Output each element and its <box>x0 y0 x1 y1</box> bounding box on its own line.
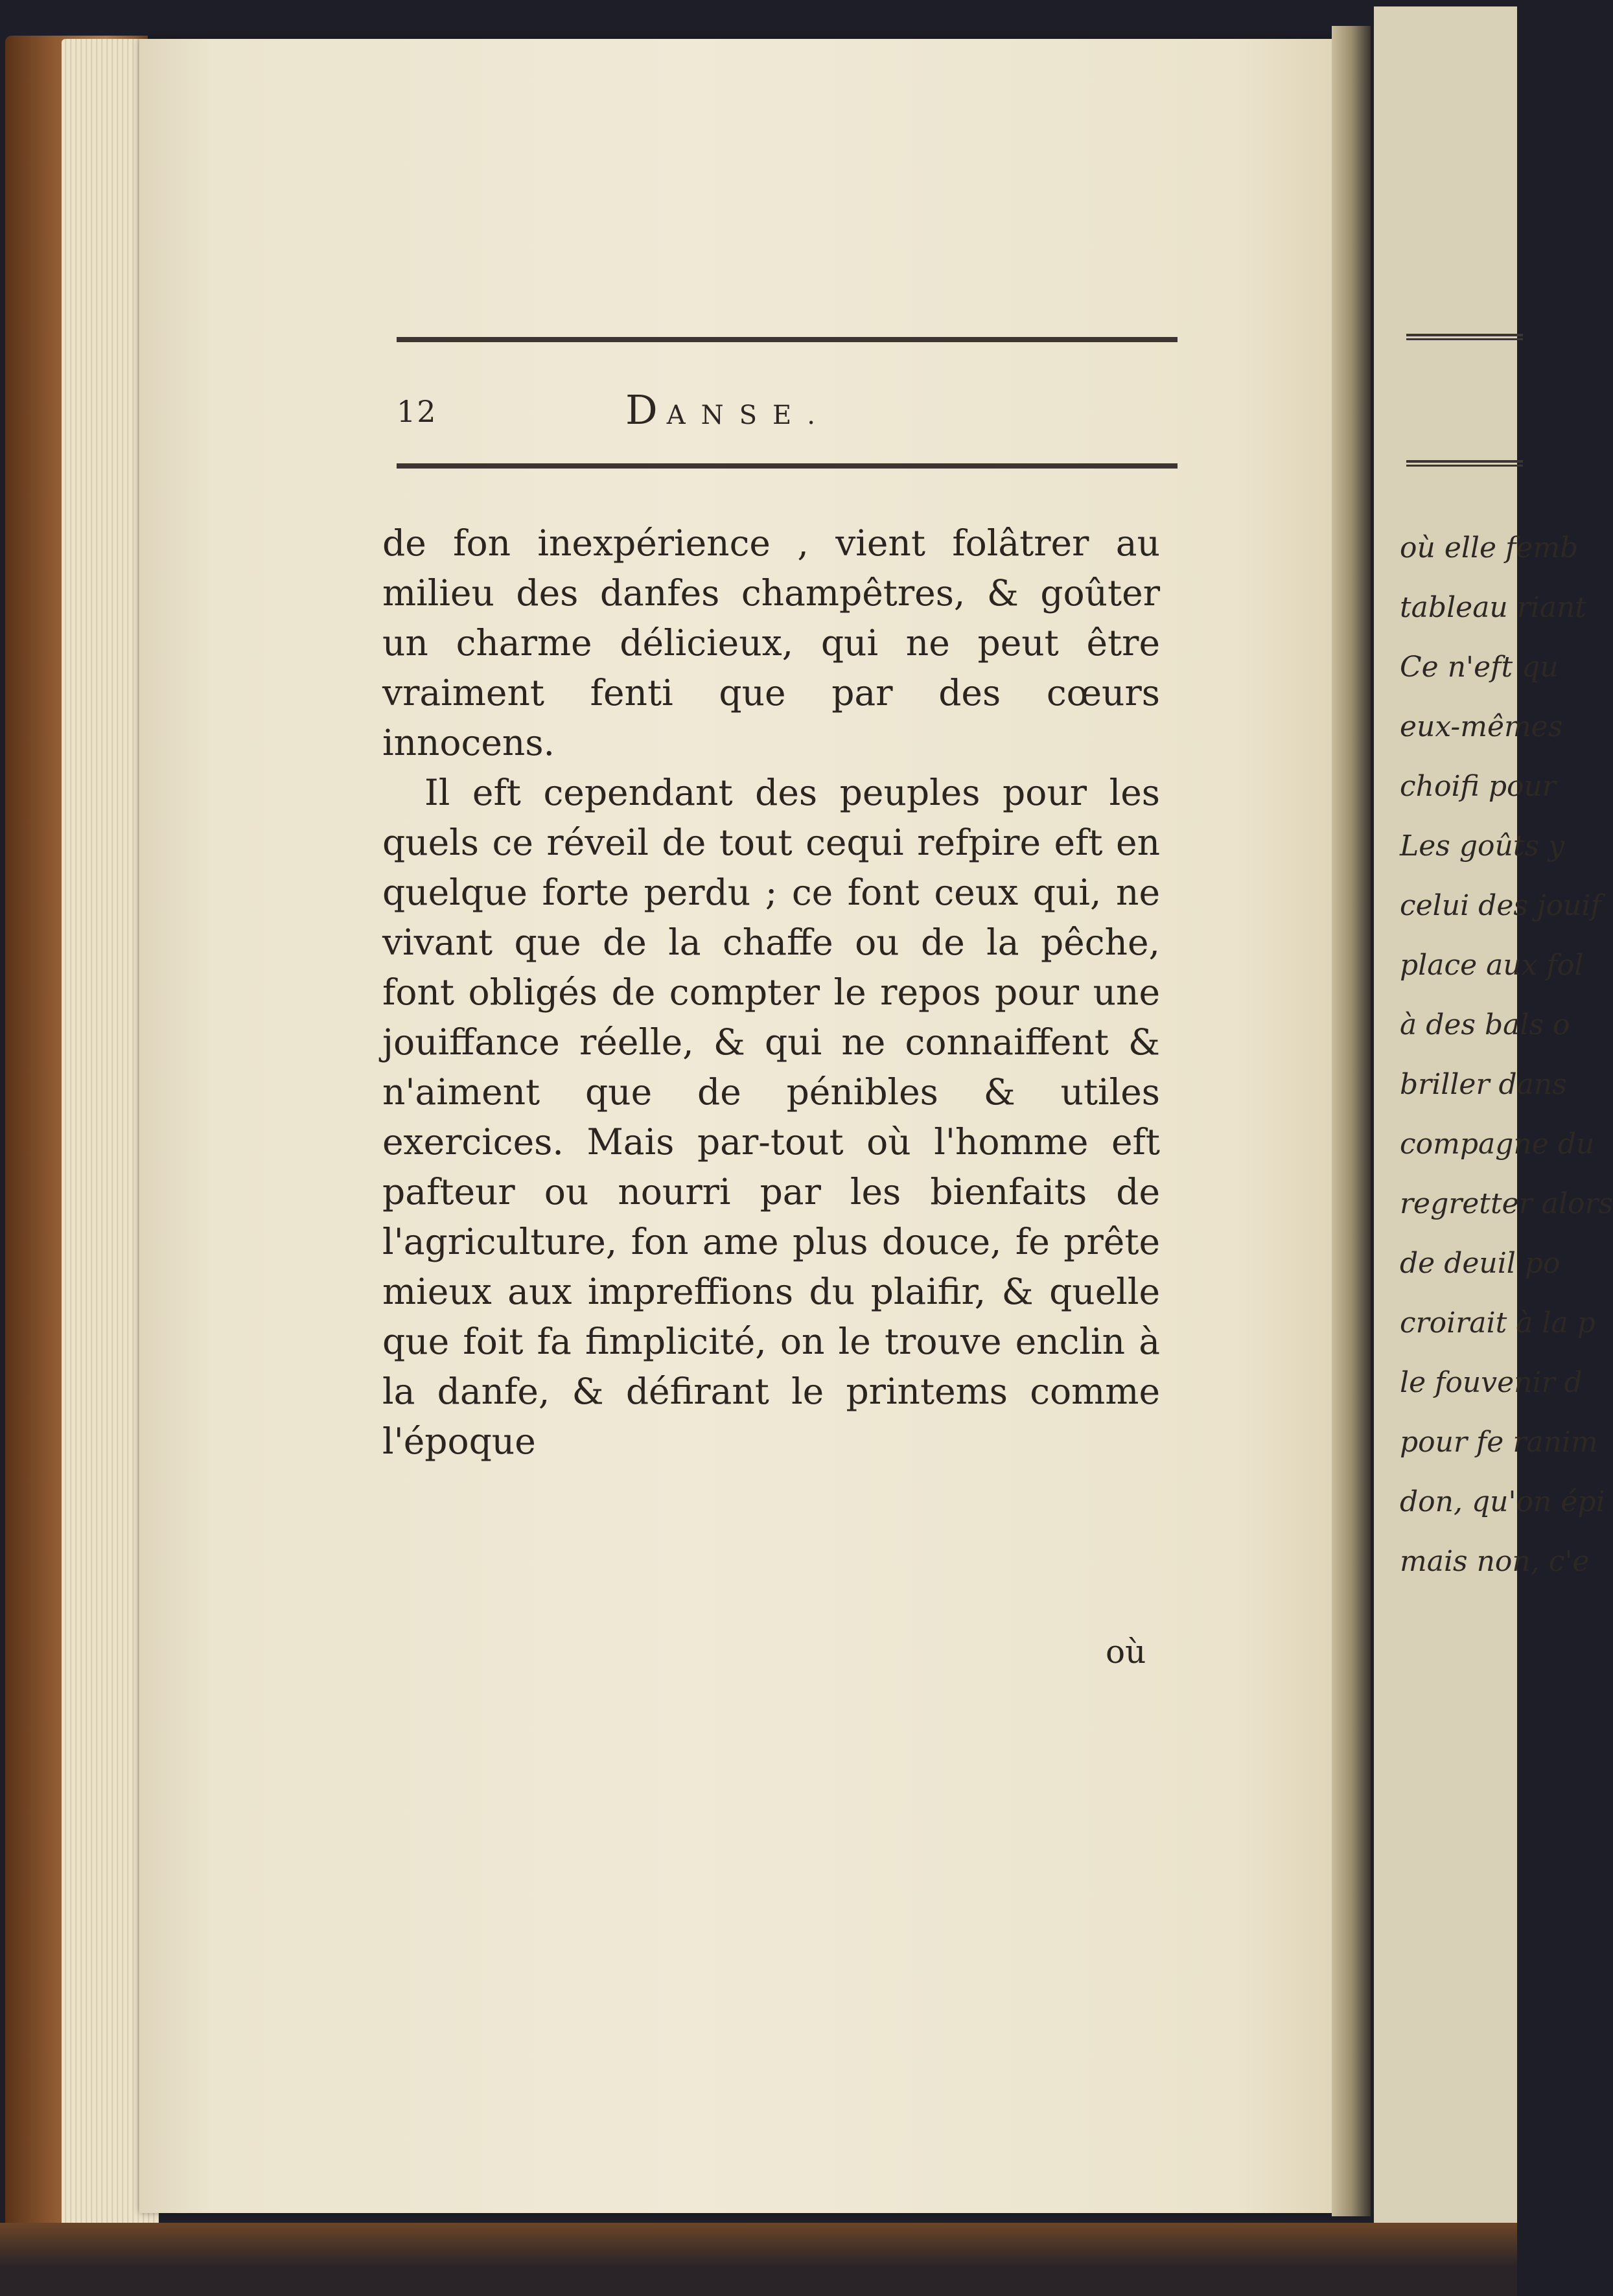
facing-line: pour fe ranim <box>1400 1426 1598 1459</box>
facing-line: où elle femb <box>1400 531 1579 564</box>
page-number: 12 <box>397 394 437 429</box>
running-head-rest: ANSE. <box>666 400 831 430</box>
paragraph: de fon inexpérience , vient folâtrer au milieu des danfes champêtres, & goûter un charme délicieux, qui ne peut être vraiment fenti que par des cœurs innocens. <box>382 522 1160 763</box>
facing-line: de deuil po <box>1400 1247 1561 1280</box>
facing-rule-top <box>1406 334 1523 340</box>
paragraph: Il eft cependant des peuples pour les quels ce réveil de tout cequi refpire eft en quelque forte perdu ; ce font ceux qui, ne vivant que de la chaffe ou de la pêche, font obligés de compter le repos pour une jouiffance réelle, & qui ne connaiffent & n'aiment que de pénibles & utiles exercices. Mais par-tout où l'homme eft pafteur ou nourri par les bienfaits de l'agriculture, fon ame plus douce, fe prête mieux aux impreffions du plaifir, & quelle que foit fa fimplicité, on le trouve enclin à la danfe, & défirant le printems comme l'époque <box>382 772 1160 1462</box>
facing-page-text <box>1400 518 1613 1592</box>
facing-line: regretter alors <box>1400 1187 1613 1220</box>
running-head <box>625 386 831 434</box>
facing-line: choifi pour <box>1400 770 1556 803</box>
facing-line: briller dans <box>1400 1068 1567 1101</box>
facing-line: don, qu'on épi <box>1400 1485 1605 1518</box>
facing-line: eux-mêmes <box>1400 710 1563 743</box>
book-gutter <box>1332 26 1371 2216</box>
facing-line: Ce n'eft qu <box>1400 651 1559 684</box>
facing-line: compagne du <box>1400 1128 1595 1161</box>
header-rule-bottom <box>397 463 1178 469</box>
header-rule-top <box>397 337 1178 342</box>
facing-line: le fouvenir d <box>1400 1366 1583 1399</box>
running-head-initial: D <box>625 386 658 434</box>
facing-line: Les goûts y <box>1400 829 1564 863</box>
facing-rule-bottom <box>1406 460 1523 467</box>
facing-line: à des bals o <box>1400 1008 1570 1041</box>
facing-line: celui des jouif <box>1400 889 1601 922</box>
body-text <box>382 518 1160 1467</box>
book-bottom-edge <box>0 2223 1517 2296</box>
facing-line: place aux fol <box>1400 949 1584 982</box>
facing-line: mais non, c'e <box>1400 1545 1590 1578</box>
facing-line: croirait à la p <box>1400 1306 1596 1339</box>
facing-line: tableau riant <box>1400 591 1587 624</box>
catchword: où <box>1106 1633 1146 1671</box>
